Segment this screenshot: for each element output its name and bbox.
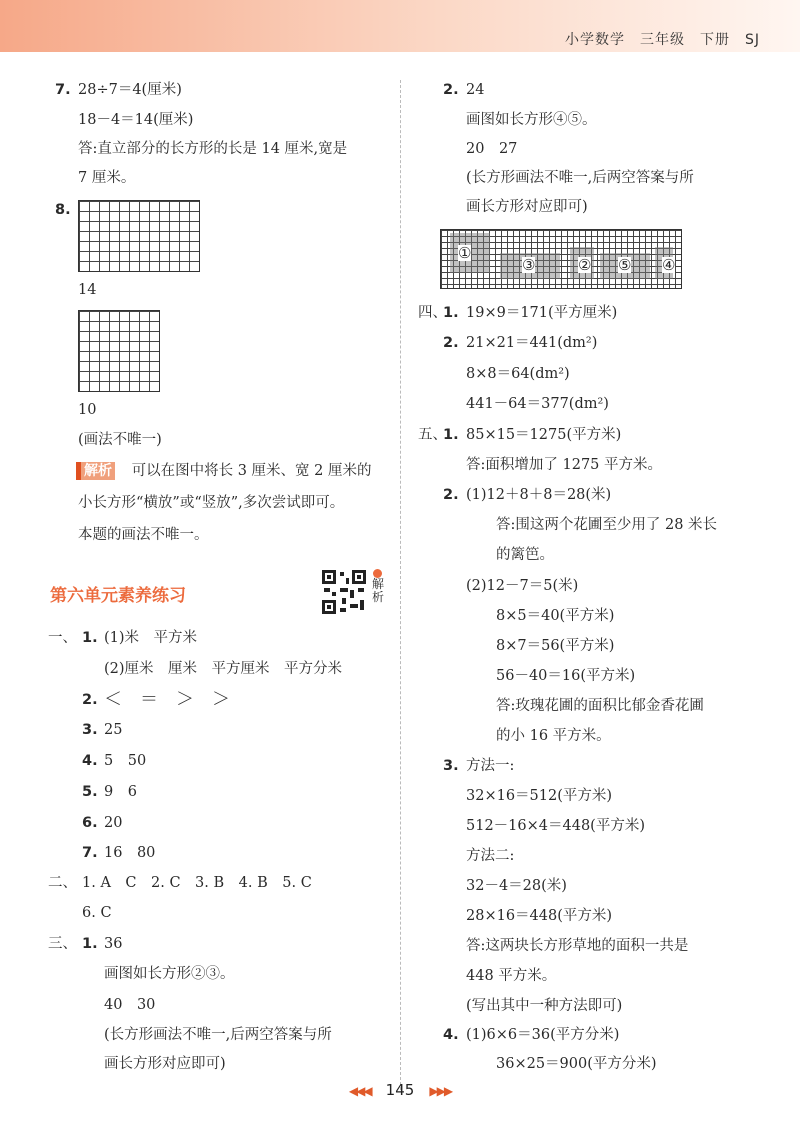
s5-q4-number: 4. (443, 1027, 459, 1043)
s5-q4-a: (1)6×6＝36(平方分米) (466, 1027, 620, 1043)
s5-q2-d: (2)12－7＝5(米) (466, 578, 579, 594)
next-arrows-icon: ▶▶▶ (429, 1084, 452, 1098)
rectangle-grid-diagram (440, 229, 682, 289)
page-header (0, 0, 800, 52)
s5-q2-h: 答:玫瑰花圃的面积比郁金香花圃 (496, 698, 704, 714)
q8-grid-2 (78, 310, 160, 392)
s5-label: 五、 (418, 427, 447, 443)
q7-number: 7. (55, 82, 71, 98)
s4-q2-b: 8×8＝64(dm²) (466, 366, 570, 382)
s4-q1-number: 1. (443, 305, 459, 321)
q7-line2: 18－4＝14(厘米) (78, 112, 194, 128)
s3q2-line3: 20 27 (466, 141, 518, 157)
s3-q1-number: 1. (82, 936, 98, 952)
s1-q2-a: ＜ ＝ ＞ ＞ (104, 689, 230, 710)
s5-q3-d: 方法二: (466, 848, 515, 864)
s1-q5-number: 5. (82, 784, 98, 800)
s4-q2-c: 441－64＝377(dm²) (466, 396, 609, 412)
s1-label: 一、 (48, 630, 77, 646)
s2-line1: 1. A C 2. C 3. B 4. B 5. C (82, 875, 312, 891)
s1-q4-a: 5 50 (104, 753, 147, 769)
s5-q3-b: 32×16＝512(平方米) (466, 788, 613, 804)
section-title: 第六单元素养练习 (50, 586, 186, 606)
s5-q1-a: 85×15＝1275(平方米) (466, 427, 622, 443)
page-footer (0, 1080, 800, 1099)
circle-label-5: ⑤ (618, 256, 632, 274)
s3q2-line5: 画长方形对应即可) (466, 199, 588, 215)
q8-note: (画法不唯一) (78, 432, 162, 448)
q8-value-2: 10 (78, 402, 97, 418)
s5-q3-f: 28×16＝448(平方米) (466, 908, 613, 924)
analysis-line1 (76, 461, 372, 481)
s5-q3-c: 512－16×4＝448(平方米) (466, 818, 645, 834)
s1-q2-number: 2. (82, 692, 98, 708)
s5-q3-a: 方法一: (466, 758, 515, 774)
s3q2-line2: 画图如长方形④⑤。 (466, 112, 597, 128)
s3q2-line4: (长方形画法不唯一,后两空答案与所 (466, 170, 694, 186)
s5-q3-i: (写出其中一种方法即可) (466, 998, 623, 1014)
s5-q3-h: 448 平方米。 (466, 968, 557, 984)
s1-q6-number: 6. (82, 815, 98, 831)
s5-q2-f: 8×7＝56(平方米) (496, 638, 615, 654)
s5-q4-b: 36×25＝900(平方分米) (496, 1056, 657, 1072)
s4-q2-a: 21×21＝441(dm²) (466, 335, 598, 351)
prev-arrows-icon: ◀◀◀ (348, 1084, 371, 1098)
s5-q2-b: 答:围这两个花圃至少用了 28 米长 (496, 517, 718, 533)
s3q2-number: 2. (443, 82, 459, 98)
s5-q2-a: (1)12＋8＋8＝28(米) (466, 487, 612, 503)
s3-line5: 画长方形对应即可) (104, 1056, 226, 1072)
s1-q5-a: 9 6 (104, 784, 137, 800)
s3q2-answer: 24 (466, 82, 485, 98)
s3-q1-a: 36 (104, 936, 123, 952)
s2-line2: 6. C (82, 905, 112, 921)
s1-q1-number: 1. (82, 630, 98, 646)
analysis-line3: 本题的画法不唯一。 (78, 527, 209, 543)
q8-value-1: 14 (78, 282, 97, 298)
s5-q3-e: 32－4＝28(米) (466, 878, 567, 894)
s5-q3-number: 3. (443, 758, 459, 774)
analysis-text1: 可以在图中将长 3 厘米、宽 2 厘米的 (131, 463, 372, 479)
s1-q4-number: 4. (82, 753, 98, 769)
s4-q2-number: 2. (443, 335, 459, 351)
column-divider (400, 80, 401, 1090)
q8-number: 8. (55, 202, 71, 218)
page-number: 145 (385, 1081, 415, 1099)
s5-q3-g: 答:这两块长方形草地的面积一共是 (466, 938, 689, 954)
qr-label: 解析 (372, 577, 385, 604)
s1-q7-a: 16 80 (104, 845, 156, 861)
s5-q2-c: 的篱笆。 (496, 547, 554, 563)
s1-q7-number: 7. (82, 845, 98, 861)
s3-line4: (长方形画法不唯一,后两空答案与所 (104, 1027, 332, 1043)
s5-q2-i: 的小 16 平方米。 (496, 728, 611, 744)
s5-q1-number: 1. (443, 427, 459, 443)
s1-q3-a: 25 (104, 722, 123, 738)
s3-line2: 画图如长方形②③。 (104, 966, 235, 982)
q7-line1: 28÷7＝4(厘米) (78, 82, 182, 98)
qr-code-icon (320, 568, 368, 616)
analysis-tag: 解析 (76, 462, 115, 480)
s3-label: 三、 (48, 936, 77, 952)
s1-q1-b: (2)厘米 厘米 平方厘米 平方分米 (104, 661, 343, 677)
circle-label-4: ④ (662, 256, 676, 274)
s1-q6-a: 20 (104, 815, 123, 831)
circle-label-1: ① (458, 244, 472, 262)
s4-label: 四、 (418, 305, 447, 321)
q8-grid-1 (78, 200, 200, 272)
s5-q1-b: 答:面积增加了 1275 平方米。 (466, 457, 663, 473)
circle-label-3: ③ (522, 256, 536, 274)
s5-q2-e: 8×5＝40(平方米) (496, 608, 615, 624)
s3-line3: 40 30 (104, 997, 156, 1013)
analysis-line2: 小长方形“横放”或“竖放”,多次尝试即可。 (78, 495, 345, 511)
q7-line3: 答:直立部分的长方形的长是 14 厘米,宽是 (78, 141, 348, 157)
s5-q2-g: 56－40＝16(平方米) (496, 668, 636, 684)
s1-q1-a: (1)米 平方米 (104, 630, 198, 646)
s2-label: 二、 (48, 875, 77, 891)
s5-q2-number: 2. (443, 487, 459, 503)
s4-q1-a: 19×9＝171(平方厘米) (466, 305, 618, 321)
circle-label-2: ② (578, 256, 592, 274)
header-title: 小学数学 三年级 下册 SJ (564, 32, 760, 48)
s1-q3-number: 3. (82, 722, 98, 738)
q7-line4: 7 厘米。 (78, 170, 136, 186)
